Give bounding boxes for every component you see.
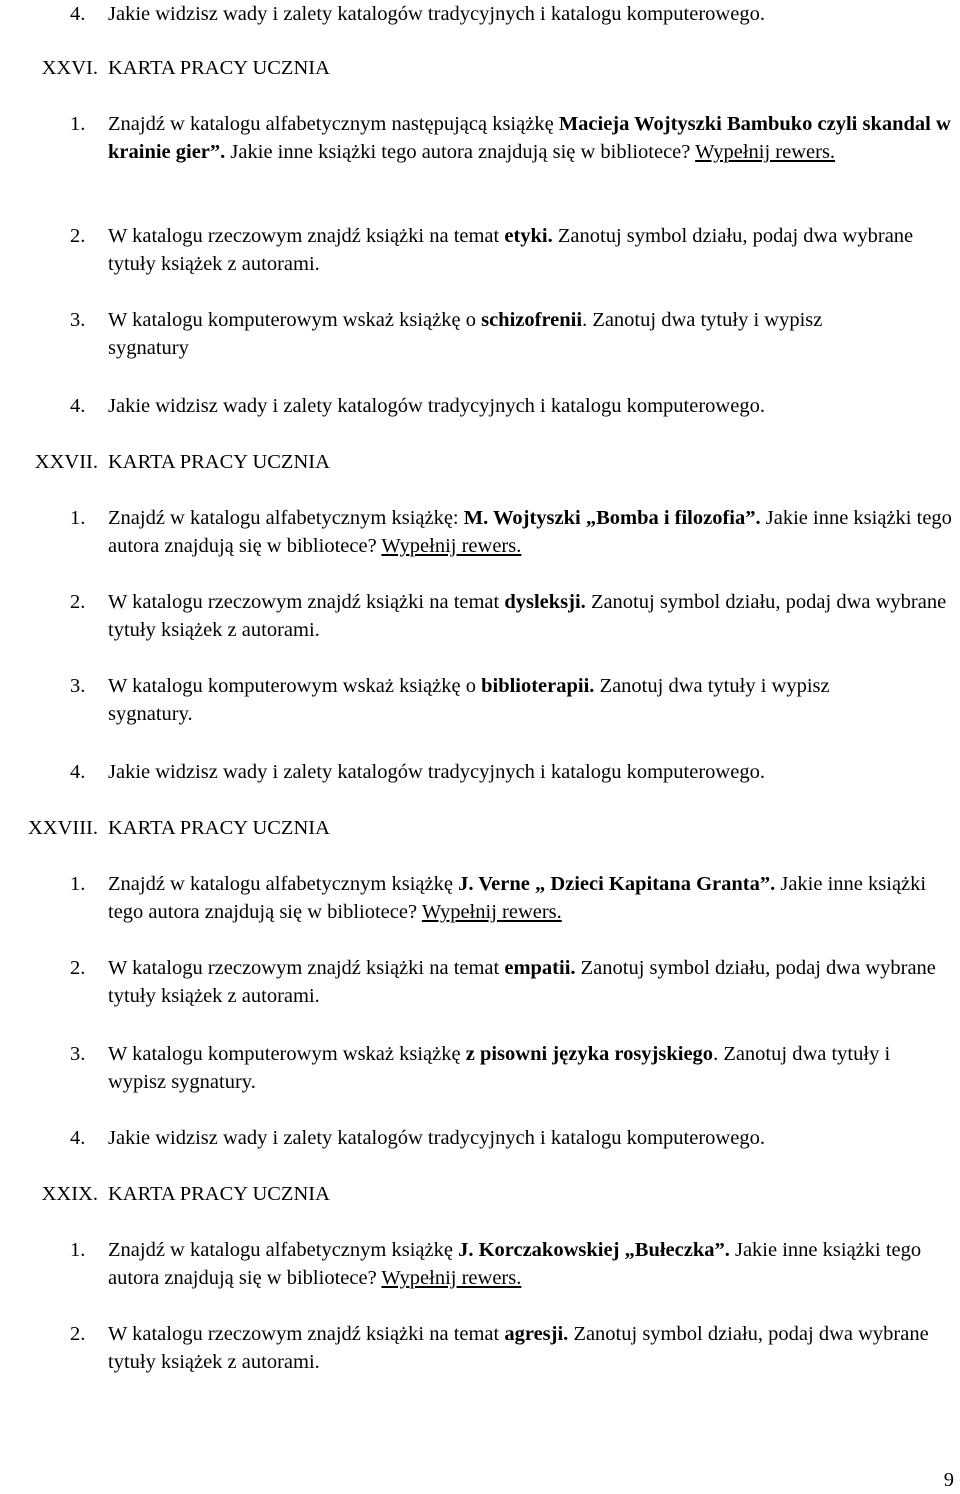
text-part: Zanotuj symbol działu, podaj dwa wybrane tytuły książek z autorami. (108, 957, 936, 1007)
book-reference: J. Korczakowskiej „Bułeczka”. (458, 1239, 730, 1261)
question-text (108, 1236, 960, 1292)
section-xxviii-question-3 (70, 1040, 960, 1096)
question-text (108, 954, 960, 1010)
text-part: W katalogu rzeczowym znajdź książki na temat (108, 957, 505, 979)
fill-form-link[interactable]: Wypełnij rewers. (421, 901, 562, 923)
text-part: Zanotuj symbol działu, podaj dwa wybrane tytuły książek z autorami. (108, 591, 947, 641)
text-part: Zanotuj symbol działu, podaj dwa wybrane tytuły książek z autorami. (108, 1323, 929, 1373)
fill-form-link[interactable]: Wypełnij rewers. (381, 1267, 522, 1289)
question-text: Jakie widzisz wady i zalety katalogów tradycyjnych i katalogu komputerowego. (108, 1127, 765, 1149)
section-xxviii-question-4 (70, 1124, 960, 1152)
question-text (108, 672, 898, 728)
section-xxvi-question-1 (70, 110, 960, 166)
section-xxviii-question-2 (70, 954, 960, 1010)
fill-form-link[interactable]: Wypełnij rewers. (381, 535, 522, 557)
question-text (108, 588, 960, 644)
text-part: Zanotuj symbol działu, podaj dwa wybrane tytuły książek z autorami. (108, 225, 914, 275)
text-part: . Zanotuj dwa tytuły i wypisz sygnatury. (108, 1043, 891, 1093)
section-xxvi-question-2 (70, 222, 960, 278)
question-number: 4. (70, 395, 86, 417)
book-reference: M. Wojtyszki „Bomba i filozofia”. (463, 507, 761, 529)
question-number: 1. (70, 873, 86, 895)
question-number: 3. (70, 309, 86, 331)
question-text: Jakie widzisz wady i zalety katalogów tradycyjnych i katalogu komputerowego. (108, 3, 765, 25)
question-text (108, 306, 888, 362)
question-text: Jakie widzisz wady i zalety katalogów tradycyjnych i katalogu komputerowego. (108, 395, 765, 417)
topic-keyword: etyki. (504, 225, 553, 247)
section-title: KARTA PRACY UCZNIA (108, 451, 330, 473)
section-xxvi-question-4 (70, 392, 960, 420)
question-number: 4. (70, 761, 86, 783)
question-number: 2. (70, 957, 86, 979)
question-text (108, 1320, 960, 1376)
question-number: 2. (70, 225, 86, 247)
section-roman-numeral: XXVIII. (27, 817, 98, 839)
question-number: 3. (70, 1043, 86, 1065)
book-reference: Macieja Wojtyszki Bambuko czyli skandal w krainie gier”. (108, 113, 951, 163)
topic-keyword: schizofrenii (481, 309, 583, 331)
topic-keyword: dysleksji. (504, 591, 586, 613)
section-xxix-question-2 (70, 1320, 960, 1376)
text-part: Jakie inne książki tego autora znajdują się w bibliotece? (108, 1239, 922, 1289)
text-part: Jakie inne książki tego autora znajdują się w bibliotece? (108, 507, 952, 557)
section-roman-numeral: XXVI. (41, 57, 98, 79)
section-xxviii-question-1 (70, 870, 960, 926)
section-title: KARTA PRACY UCZNIA (108, 57, 330, 79)
question-number: 1. (70, 113, 86, 135)
question-number: 3. (70, 675, 86, 697)
text-part: W katalogu rzeczowym znajdź książki na temat (108, 225, 505, 247)
page-number: 9 (943, 1469, 954, 1491)
text-part: Znajdź w katalogu alfabetycznym następującą książkę (108, 113, 559, 135)
topic-keyword: empatii. (504, 957, 576, 979)
text-part: W katalogu rzeczowym znajdź książki na temat (108, 591, 505, 613)
text-part: Zanotuj dwa tytuły i wypisz sygnatury. (108, 675, 830, 725)
text-part: Znajdź w katalogu alfabetycznym książkę (108, 873, 459, 895)
question-text: Jakie widzisz wady i zalety katalogów tradycyjnych i katalogu komputerowego. (108, 761, 765, 783)
section-xxvii-question-4 (70, 758, 960, 786)
question-text (108, 504, 960, 560)
text-part: Jakie inne książki tego autora znajdują się w bibliotece? (108, 873, 927, 923)
text-part: . Zanotuj dwa tytuły i wypisz sygnatury (108, 309, 823, 359)
text-part: Jakie inne książki tego autora znajdują się w bibliotece? (225, 141, 696, 163)
text-part: W katalogu komputerowym wskaż książkę o (108, 675, 482, 697)
section-roman-numeral: XXIX. (41, 1183, 98, 1205)
section-xxvii-question-3 (70, 672, 960, 728)
topic-keyword: z pisowni języka rosyjskiego (465, 1043, 714, 1065)
book-reference: J. Verne „ Dzieci Kapitana Granta”. (458, 873, 776, 895)
section-title: KARTA PRACY UCZNIA (108, 817, 330, 839)
text-part: W katalogu komputerowym wskaż książkę o (108, 309, 482, 331)
question-text (108, 222, 960, 278)
section-xxvii-question-1 (70, 504, 960, 560)
question-text (108, 1040, 923, 1096)
section-xxvii-question-2 (70, 588, 960, 644)
question-text (108, 110, 960, 166)
question-number: 1. (70, 507, 86, 529)
text-part: Znajdź w katalogu alfabetycznym książkę (108, 1239, 459, 1261)
text-part: W katalogu komputerowym wskaż książkę (108, 1043, 466, 1065)
text-part: Znajdź w katalogu alfabetycznym książkę: (108, 507, 464, 529)
section-title: KARTA PRACY UCZNIA (108, 1183, 330, 1205)
question-number: 4. (70, 1127, 86, 1149)
question-number: 4. (70, 3, 86, 25)
section-roman-numeral: XXVII. (34, 451, 98, 473)
topic-keyword: biblioterapii. (481, 675, 595, 697)
question-4-prev (70, 0, 960, 28)
question-text (108, 870, 960, 926)
question-number: 2. (70, 591, 86, 613)
fill-form-link[interactable]: Wypełnij rewers. (695, 141, 836, 163)
question-number: 1. (70, 1239, 86, 1261)
question-number: 2. (70, 1323, 86, 1345)
text-part: W katalogu rzeczowym znajdź książki na temat (108, 1323, 505, 1345)
section-xxvi-question-3 (70, 306, 960, 362)
section-xxix-question-1 (70, 1236, 960, 1292)
topic-keyword: agresji. (504, 1323, 569, 1345)
